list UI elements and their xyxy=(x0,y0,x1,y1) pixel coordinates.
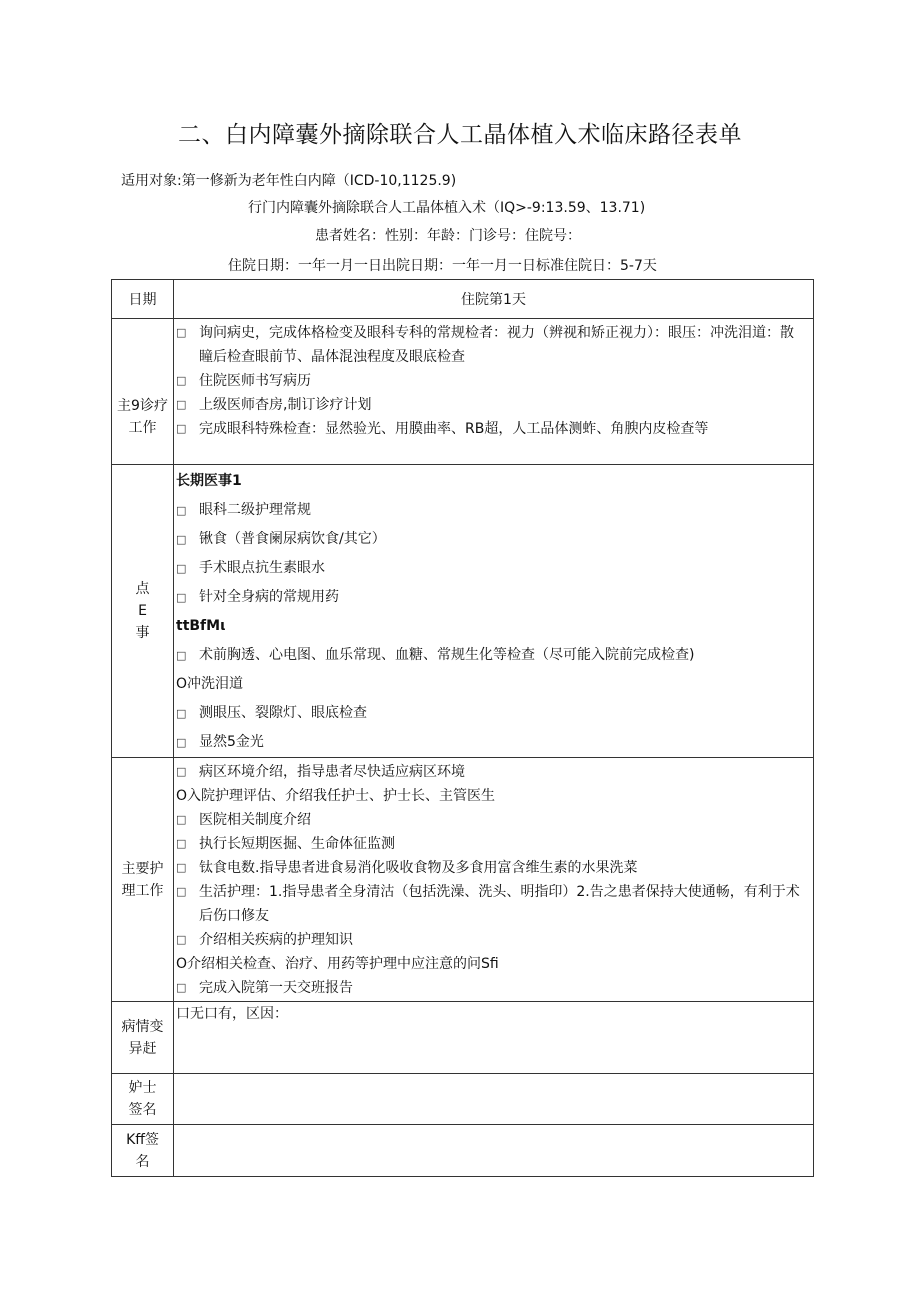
diagnosis-item: □ 住院医师书写病历 xyxy=(174,369,807,393)
nurse-sign-field[interactable] xyxy=(174,1074,814,1125)
nursing-item: □ 生活护理：1.指导患者全身清沽（包括洗澡、洗头、明指印）2.告之患者保持大使通畅，有利于术后伤口修友 xyxy=(174,880,809,928)
nursing-row xyxy=(112,758,814,1002)
procedure-line: 行门内障囊外摘除联合人工晶体植入术（IQ>-9:13.59、13.71) xyxy=(248,200,646,216)
checkbox-icon: □ xyxy=(176,933,187,946)
doctor-sign-label xyxy=(112,1125,174,1177)
checkbox-icon: □ xyxy=(176,765,187,778)
long-term-orders-title: 长期医事1 xyxy=(176,473,242,489)
checkbox-icon: □ xyxy=(176,707,187,720)
header-row xyxy=(112,280,814,319)
clinical-pathway-table xyxy=(111,279,814,1177)
diagnosis-label-line1: 主9诊疗 xyxy=(117,397,168,414)
checkbox-icon: □ xyxy=(176,813,187,826)
checkbox-icon: □ xyxy=(176,398,187,411)
variation-label xyxy=(112,1002,174,1074)
nursing-item: □ 钛食电数.指导患者进食易消化吸收食物及多食用富含维生素的水果洗菜 xyxy=(174,856,809,880)
checkbox-icon: □ xyxy=(176,533,187,546)
doctor-sign-row xyxy=(112,1125,814,1177)
nursing-label-line2: 理工作 xyxy=(121,882,164,899)
diagnosis-label-line2: 工作 xyxy=(128,419,157,436)
orders-label-line1: 点 xyxy=(135,581,150,597)
applicable-object-line: 适用对象:第一修新为老年性白内障（ICD-10,1125.9) xyxy=(121,173,457,189)
nursing-item: O入院护理评估、介绍我任护士、护士长、主管医生 xyxy=(176,788,496,804)
nursing-item: □ 执行长短期医掘、生命体征监测 xyxy=(174,832,809,856)
long-term-order-item: □ 锹食（普食阑尿病饮食/其它） xyxy=(174,525,813,554)
nursing-item: □ 完成入院第一天交班报告 xyxy=(174,976,809,1000)
orders-label-line3: 事 xyxy=(135,625,150,641)
checkbox-icon: □ xyxy=(176,736,187,749)
temporary-order-item: O冲洗泪道 xyxy=(176,676,244,692)
nursing-label-line1: 主要护 xyxy=(121,860,164,877)
diagnosis-item: □ 上级医师杳房,制订诊疗计划 xyxy=(174,393,807,417)
checkbox-icon: □ xyxy=(176,885,187,898)
long-term-order-item: □ 手术眼点抗生素眼水 xyxy=(174,554,813,583)
checkbox-icon: □ xyxy=(176,422,187,435)
nurse-sign-label xyxy=(112,1074,174,1125)
diagnosis-item: □ 询问病史，完成体格检变及眼科专科的常规检者：视力（辨视和矫正视力）：眼压：冲洗泪道：散瞳后检查眼前节、晶体混浊程度及眼底检查 xyxy=(174,321,807,369)
diagnosis-content xyxy=(174,319,814,465)
orders-content xyxy=(174,465,814,758)
variation-label-line1: 病情变 xyxy=(121,1018,164,1035)
page-title: 二、白内障囊外摘除联合人工晶体植入术临床路径表单 xyxy=(178,122,742,148)
orders-row xyxy=(112,465,814,758)
checkbox-icon: □ xyxy=(176,981,187,994)
checkbox-icon: □ xyxy=(176,374,187,387)
diagnosis-item: □ 完成眼科特殊检查：显然验光、用膜曲率、RB超，人工品体测蚱、角腴内皮检查等 xyxy=(174,417,807,441)
checkbox-icon: □ xyxy=(176,591,187,604)
orders-label xyxy=(112,465,174,758)
nursing-item: □ 病区环境介绍，指导患者尽快适应病区环境 xyxy=(174,760,809,784)
checkbox-icon: □ xyxy=(176,326,187,339)
diagnosis-label xyxy=(112,319,174,465)
header-date: 日期 xyxy=(112,280,174,319)
doctor-sign-label-line2: 名 xyxy=(135,1153,150,1170)
orders-label-line2: E xyxy=(138,603,147,619)
checkbox-icon: □ xyxy=(176,504,187,517)
checkbox-icon: □ xyxy=(176,562,187,575)
nurse-sign-label-line2: 签名 xyxy=(128,1102,157,1118)
nursing-item: □ 介绍相关疾病的护理知识 xyxy=(174,928,809,952)
nurse-sign-label-line1: 妒士 xyxy=(128,1080,157,1096)
doctor-sign-label-line1: Kff签 xyxy=(126,1131,159,1148)
checkbox-icon: □ xyxy=(176,861,187,874)
temporary-orders-title: ttBfMι xyxy=(176,618,226,634)
nursing-item: O介绍相关检查、治疗、用药等护理中应注意的问Sfi xyxy=(176,956,499,972)
temporary-order-item: □ 显然5金光 xyxy=(174,728,813,757)
nursing-item: □ 医院相关制度介绍 xyxy=(174,808,809,832)
header-day: 住院第1天 xyxy=(174,280,814,319)
checkbox-icon: □ xyxy=(176,837,187,850)
patient-info-line: 患者姓名：性别：年龄：门诊号：住院号： xyxy=(315,228,581,244)
diagnosis-row xyxy=(112,319,814,465)
nursing-content xyxy=(174,758,814,1002)
variation-label-line2: 异赶 xyxy=(128,1040,157,1057)
checkbox-icon: □ xyxy=(176,649,187,662)
long-term-order-item: □ 眼科二级护理常规 xyxy=(174,496,813,525)
temporary-order-item: □ 测眼压、裂隙灯、眼底检查 xyxy=(174,699,813,728)
long-term-order-item: □ 针对全身病的常规用药 xyxy=(174,583,813,612)
variation-text: 口无口有，区因： xyxy=(176,1006,288,1022)
variation-content xyxy=(174,1002,814,1074)
doctor-sign-field[interactable] xyxy=(174,1125,814,1177)
temporary-order-item: □ 术前胸透、心电图、血乐常现、血糖、常规生化等检查（尽可能入院前完成检查) xyxy=(174,641,813,670)
nurse-sign-row xyxy=(112,1074,814,1125)
nursing-label xyxy=(112,758,174,1002)
variation-row xyxy=(112,1002,814,1074)
admission-dates-line: 住院日期：一年一月一日出院日期：一年一月一日标准住院日：5-7天 xyxy=(228,258,657,274)
